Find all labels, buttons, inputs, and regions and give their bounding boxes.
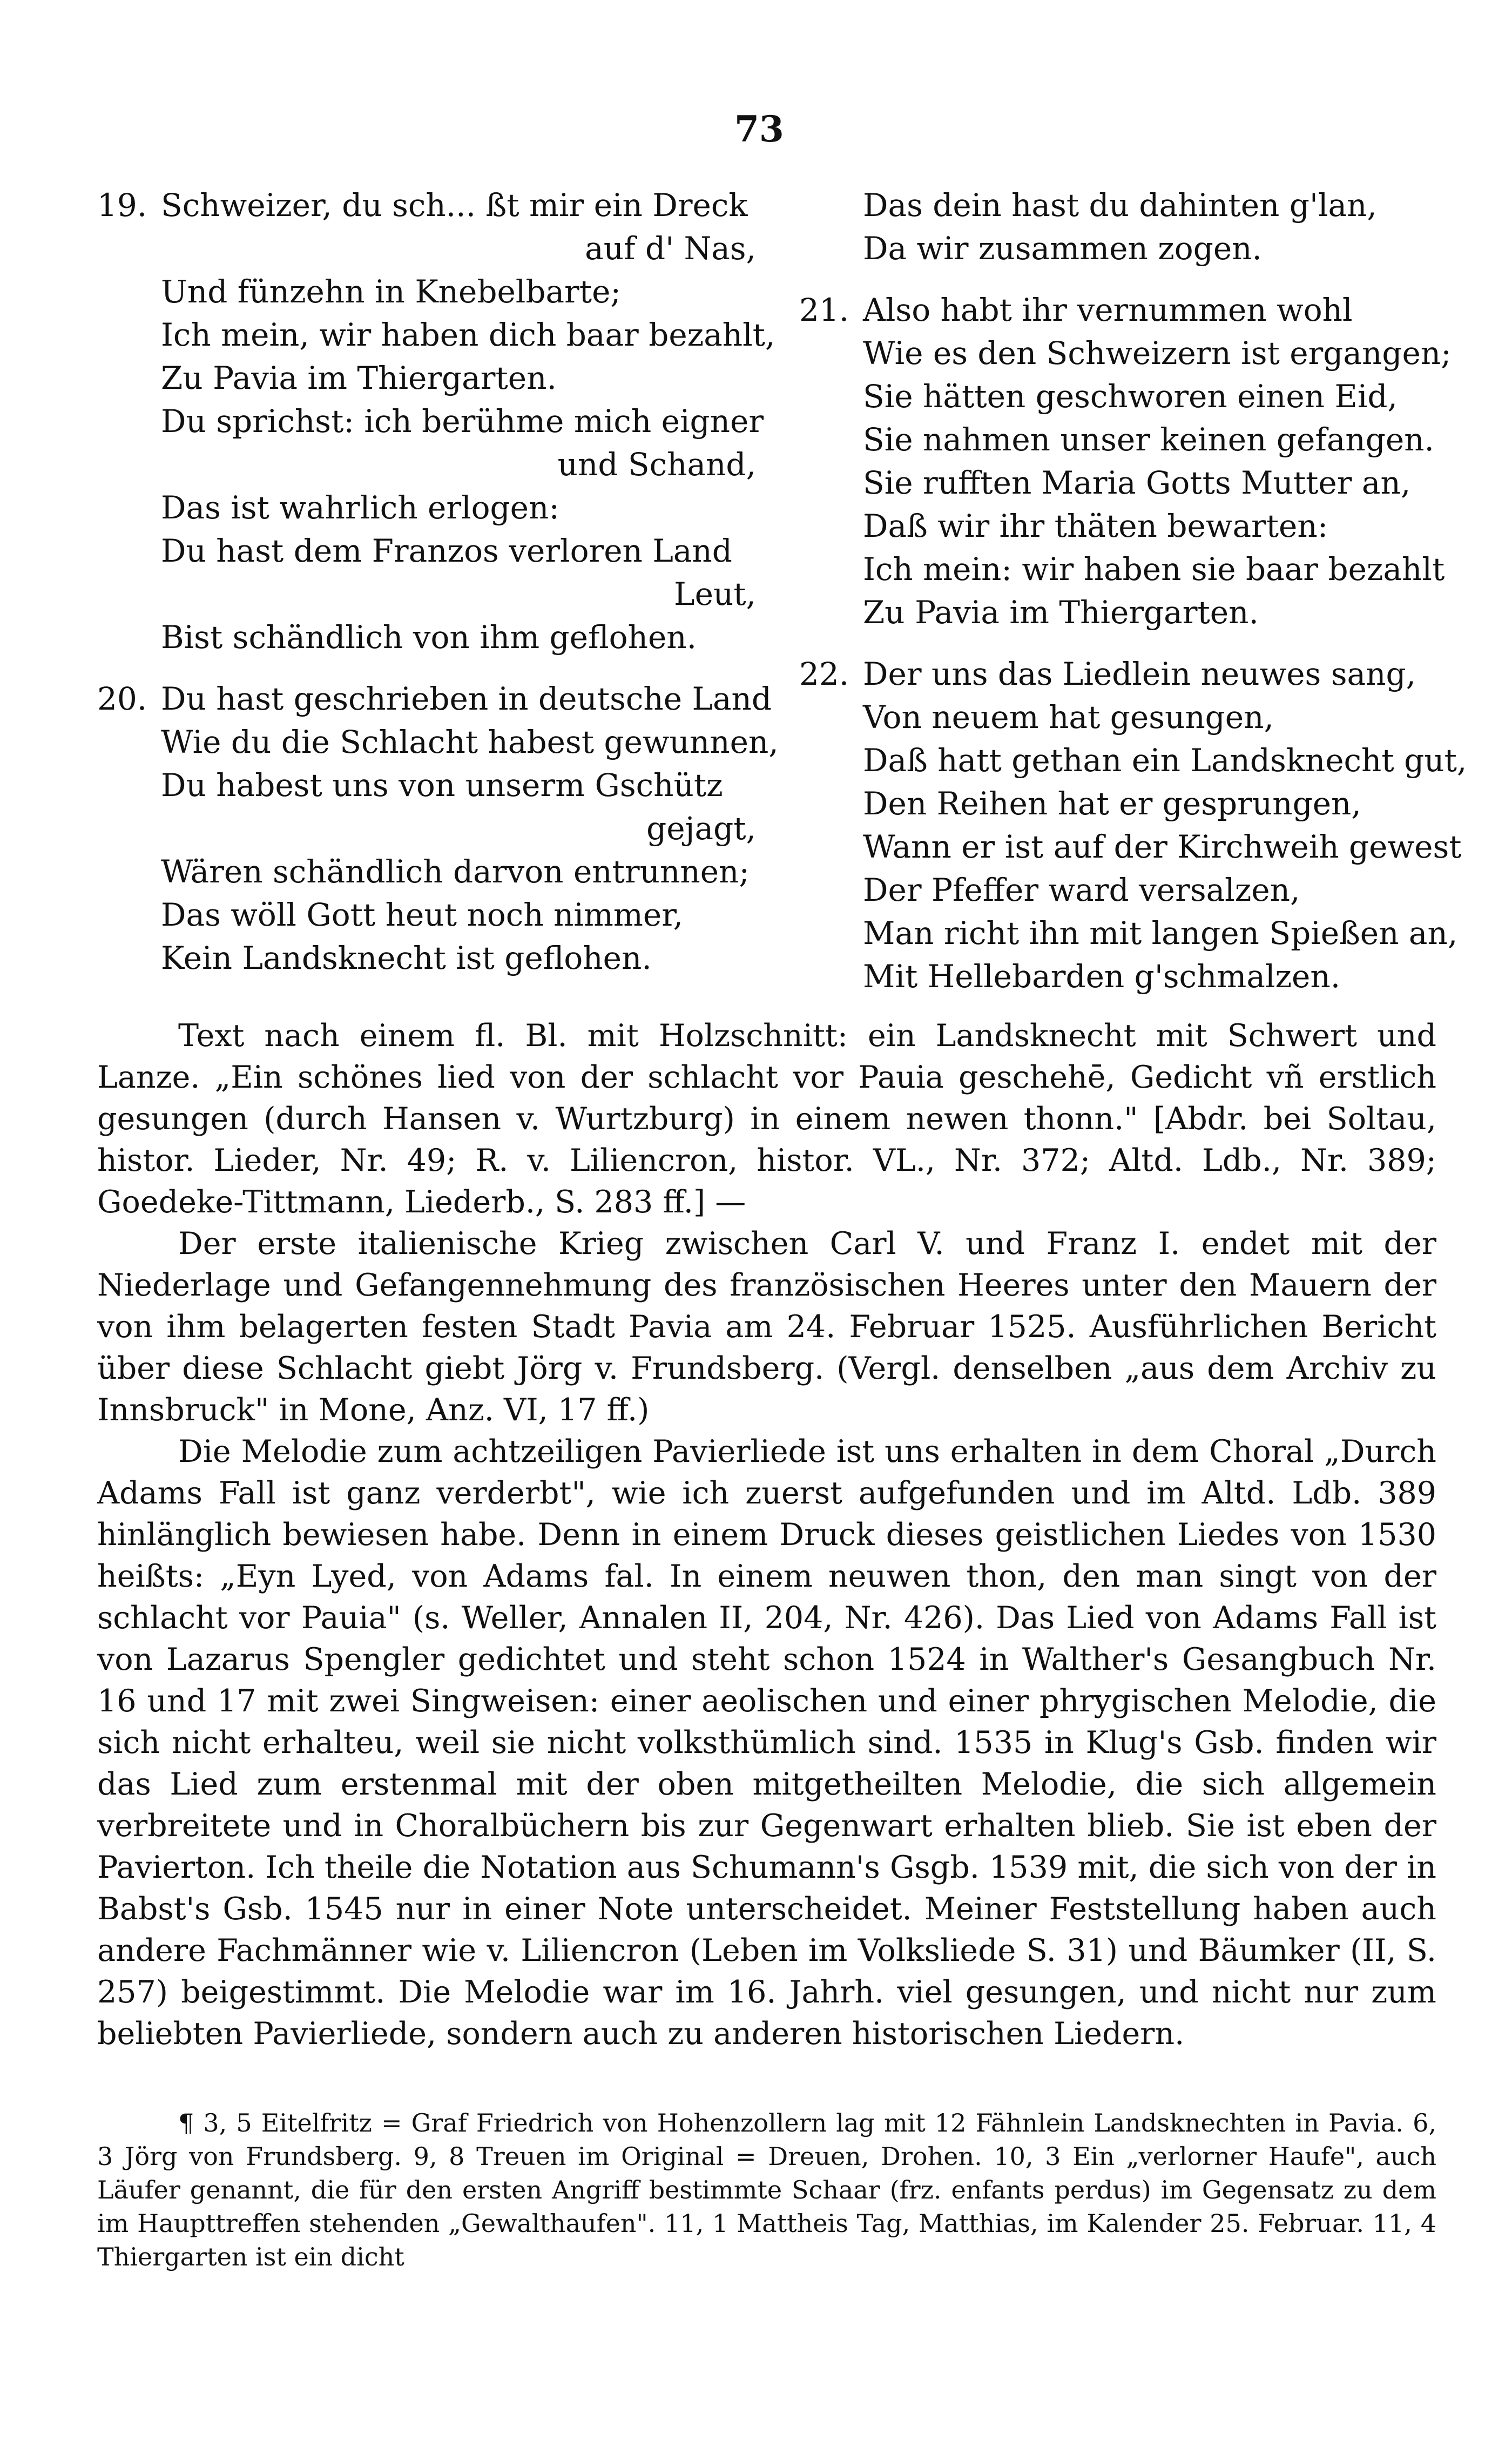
verse-line [799,227,1458,270]
verse-line [97,227,756,270]
stanza [97,677,779,980]
verse-text: Daß hatt gethan ein Landsknecht gut, [863,742,1467,779]
verse-text: Da wir zusammen zogen. [863,230,1262,267]
verse-line [97,486,756,529]
verse-line [799,461,1458,504]
verse-line [97,720,779,764]
verse-line [799,739,1467,782]
verse-text: Sie hätten geschworen einen Eid, [863,378,1398,415]
verse-line [97,850,756,893]
verse-text: Das wöll Gott heut noch nimmer, [161,896,684,933]
footnotes [97,2106,1436,2274]
left-column [97,184,779,998]
verse-line [97,400,764,443]
verse-line [799,652,1458,696]
verse-text: Du sprichst: ich berühme mich eigner [161,403,764,440]
commentary-paragraph: Die Melodie zum achtzeiligen Pavierliede ist uns erhalten in dem Choral „Durch Adams Fall ist ganz verderbt", wie ich zuerst aufgefunden und im Altd. Ldb. 389 hinlänglich bewiesen habe. Denn in einem Druck dieses geistlichen Liedes von 1530 heißts: „Eyn Lyed, von Adams fal. In einem neuwen thon, den man singt von der schlacht vor Pauia" (s. Weller, Annalen II, 204, Nr. 426). Das Lied von Adams Fall ist von Lazarus Spengler gedichtet und steht schon 1524 in Walther's Gesangbuch Nr. 16 und 17 mit zwei Singweisen: einer aeolischen und einer phrygischen Melodie, die sich nicht erhalteu, weil sie nicht volksthümlich sind. 1535 in Klug's Gsb. finden wir das Lied zum erstenmal mit der oben mitgetheilten Melodie, die sich allgemein verbreitete und in Choralbüchern bis zur Gegenwart erhalten blieb. Sie ist eben der Pavierton. Ich theile die Notation aus Schumann's Gsgb. 1539 mit, die sich von der in Babst's Gsb. 1545 nur in einer Note unterscheidet. Meiner Feststellung haben auch andere Fachmänner wie v. Liliencron (Leben im Volksliede S. 31) und Bäumker (II, S. 257) beigestimmt. Die Melodie war im 16. Jahrh. viel gesungen, und nicht nur zum beliebten Pavierliede, sondern auch zu anderen historischen Liedern. [97,1434,1436,2052]
right-column [799,184,1467,1016]
verse-text: Du habest uns von unserm Gschütz [161,767,723,804]
verse-line [799,868,1458,912]
verse-line [97,807,756,850]
verse-line [97,443,756,486]
verse-text: Man richt ihn mit langen Spießen an, [863,915,1458,952]
verse-text: Der Pfeffer ward versalzen, [863,872,1300,908]
verse-text: und Schand, [557,446,756,483]
verse-line [799,782,1458,825]
verse-line [97,764,756,807]
verse-line [799,332,1458,375]
verse-text: Sie rufften Maria Gotts Mutter an, [863,464,1411,501]
verse-line [799,955,1458,998]
page-number: 73 [734,108,784,150]
verse-line [97,616,756,659]
verse-line [97,893,756,936]
verse-text: Und fünzehn in Knebelbarte; [161,273,621,310]
verse-line [97,529,756,572]
verse-line [97,313,775,356]
verse-line [97,270,756,313]
footnote-text: ¶ 3, 5 Eitelfritz = Graf Friedrich von Hohenzollern lag mit 12 Fähnlein Landsknechten in Pavia. 6, 3 Jörg von Frundsberg. 9, 8 Treuen im Original = Dreuen, Drohen. 10, 3 Ein „verlorner Haufe", auch Läufer genannt, die für den ersten Angriff bestimmte Schaar (frz. enfants perdus) im Gegensatz zu dem im Haupttreffen stehenden „Gewalthaufen". 11, 1 Mattheis Tag, Matthias, im Kalender 25. Februar. 11, 4 Thiergarten ist ein dicht [97,2108,1436,2271]
verse-line [799,504,1458,548]
stanza-number: 19. [97,187,147,224]
stanza [799,184,1458,270]
verse-text: Das ist wahrlich erlogen: [161,489,559,526]
verse-text: Ich mein, wir haben dich baar bezahlt, [161,316,775,353]
verse-line [97,572,756,616]
verse-line [97,184,756,227]
verse-text: Bist schändlich von ihm geflohen. [161,619,697,656]
verse-line [97,936,756,980]
verse-line [97,356,756,400]
verse-line [799,418,1458,461]
verse-text: auf d' Nas, [585,230,756,267]
verse-text: Wann er ist auf der Kirchweih gewest [863,828,1462,865]
verse-line [799,825,1462,868]
verse-text: Leut, [674,576,756,612]
commentary-paragraph: Der erste italienische Krieg zwischen Carl V. und Franz I. endet mit der Niederlage und Gefangennehmung des französischen Heeres unter den Mauern der von ihm belagerten festen Stadt Pavia am 24. Februar 1525. Ausführlichen Bericht über diese Schlacht giebt Jörg v. Frundsberg. (Vergl. denselben „aus dem Archiv zu Innsbruck" in Mone, Anz. VI, 17 ff.) [97,1226,1436,1428]
verse-line [799,548,1458,591]
verse-line [799,375,1458,418]
stanza-number: 22. [799,656,849,692]
commentary [97,1015,1436,2055]
verse-line [97,677,772,720]
stanza [97,184,775,659]
verse-text: Mit Hellebarden g'schmalzen. [863,958,1341,995]
verse-text: Der uns das Liedlein neuwes sang, [863,656,1416,692]
verse-text: Sie nahmen unser keinen gefangen. [863,421,1434,458]
stanza [799,288,1458,634]
verse-text: Schweizer, du sch... ßt mir ein Dreck [161,187,748,224]
commentary-paragraph: Text nach einem fl. Bl. mit Holzschnitt: ein Landsknecht mit Schwert und Lanze. „Ein schönes lied von der schlacht vor Pauia geschehē, Gedicht vñ erstlich gesungen (durch Hansen v. Wurtzburg) in einem newen thonn." [Abdr. bei Soltau, histor. Lieder, Nr. 49; R. v. Liliencron, histor. VL., Nr. 372; Altd. Ldb., Nr. 389; Goedeke-Tittmann, Liederb., S. 283 ff.] — [97,1018,1436,1220]
verse-line [799,912,1458,955]
verse-text: Wie es den Schweizern ist ergangen; [863,335,1452,372]
stanza [799,652,1467,998]
verse-text: Das dein hast du dahinten g'lan, [863,187,1377,224]
verse-line [799,288,1458,332]
stanza-number: 21. [799,292,849,328]
verse-text: Wären schändlich darvon entrunnen; [161,853,750,890]
verse-text: Daß wir ihr thäten bewarten: [863,508,1328,544]
verse-text: Wie du die Schlacht habest gewunnen, [161,724,779,760]
verse-line [799,696,1458,739]
verse-text: Zu Pavia im Thiergarten. [161,360,557,396]
verse-line [799,591,1458,634]
verse-text: Du hast dem Franzos verloren Land [161,532,732,569]
verse-text: Ich mein: wir haben sie baar bezahlt [863,551,1445,588]
verse-text: Also habt ihr vernummen wohl [863,292,1353,328]
verse-text: Den Reihen hat er gesprungen, [863,785,1361,822]
verse-line [799,184,1458,227]
stanza-number: 20. [97,680,147,717]
verse-text: gejagt, [646,810,756,847]
verse-text: Zu Pavia im Thiergarten. [863,594,1259,631]
verse-text: Kein Landsknecht ist geflohen. [161,940,652,976]
verse-text: Du hast geschrieben in deutsche Land [161,680,772,717]
verse-text: Von neuem hat gesungen, [863,699,1274,736]
